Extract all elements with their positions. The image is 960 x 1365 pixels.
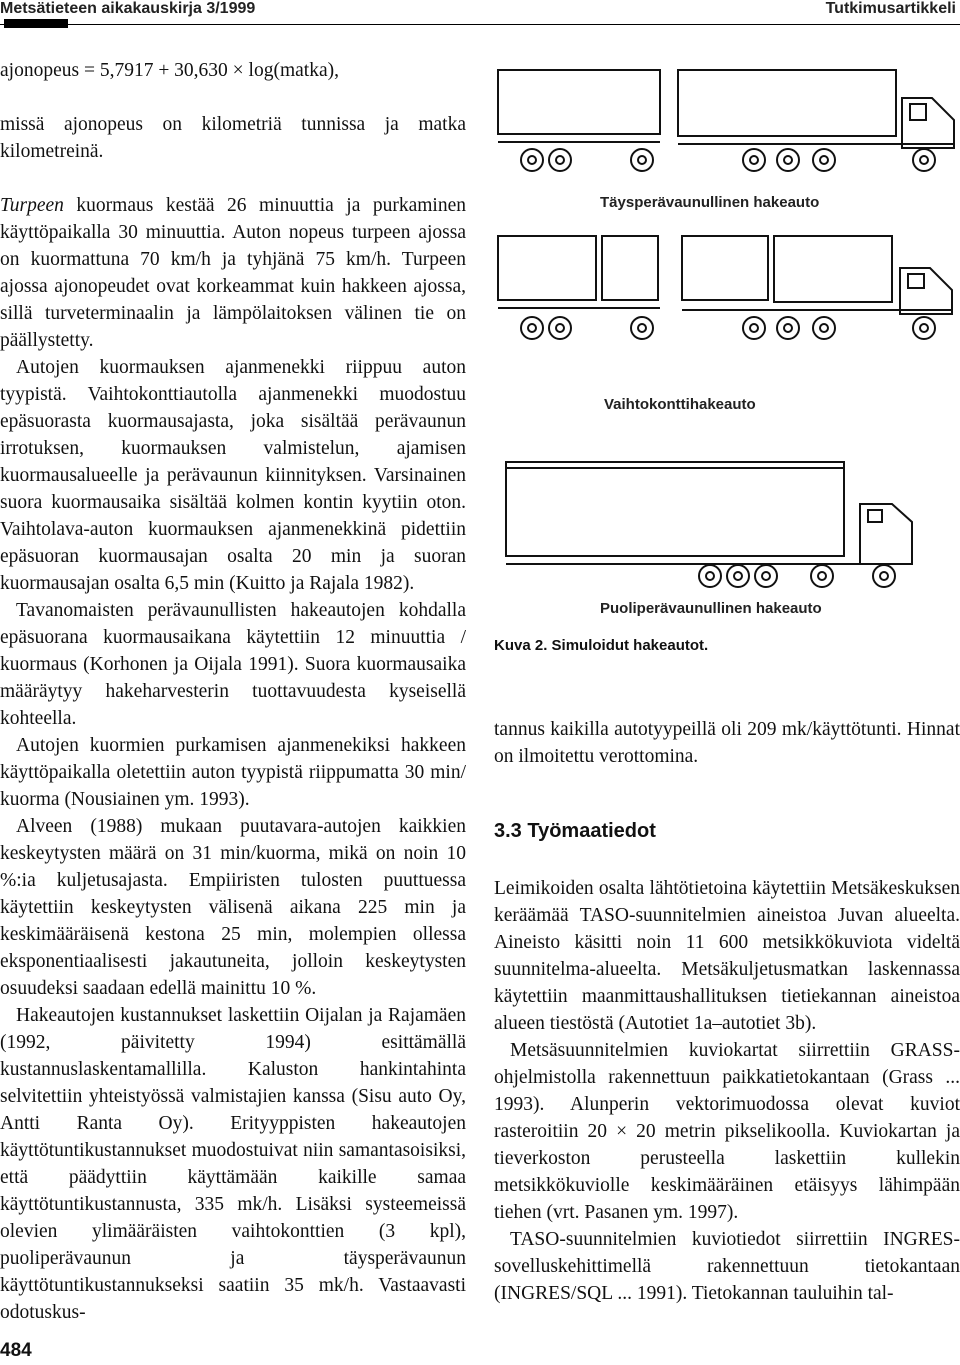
database-paragraph: TASO-suunnitelmien kuviotiedot siirrettiin INGRES-sovelluskehittimellä rakennettuun tietokantaan (INGRES/SQL ... 1991). Tietokannan tauluihin tal- [494,1229,960,1304]
left-column [0,57,466,1326]
article-type: Tutkimusartikkeli [825,0,956,17]
loading-paragraph: Autojen kuormauksen ajanmenekki riippuu auton tyypistä. Vaihtokonttiautolla ajanmenekki muodostuu epäsuorasta kuormausajasta, joka sisältää perävaunun irrotuksen, kuormauksen valmistelun, ajamisen kuormausalueelle ja perävaunun kiinnityksen. Varsinainen suora kuormausaika sisältää kolmen kontin kyytiin oton. Vaihtolava-auton kuormauksen ajanmenekkinä pidettiin epäsuoran kuormausajan osalta 20 min ja suoran kuormausajan osalta 6,5 min (Kuitto ja Rajala 1982). [0,357,466,594]
peat-paragraph-text: kuormaus kestää 26 minuuttia ja purkaminen käyttöpaikalla 30 minuuttia. Auton nopeus turpeen ajossa on kuormattuna 70 km/h ja tyhjänä 75 km/h. Turpeen ajossa ajonopeudet ovat korkeammat kuin hakkeen ajossa, sillä turveterminaalin ja lämpölaitoksen välinen tie on päällystetty. [0,195,466,351]
truck-drawings [492,64,960,634]
site-data-paragraph: Leimikoiden osalta lähtötietoina käytettiin Metsäkeskuksen keräämää TASO-suunnitelmien aineistoa Juvan alueelta. Aineisto käsitti noin 11 600 metsikkökuviota videltä suunnitelma-alueelta. Metsäkuljetusmatkan laskennassa käytettiin maanmittaushallituksen tietiekannan aineistoa alueen tiestöstä (Autotiet 1a–autotiet 3b). [494,878,960,1034]
formula-note: missä ajonopeus on kilometriä tunnissa ja matka kilometreinä. [0,114,466,162]
semi-trailer-label: Puoliperävaunullinen hakeauto [600,600,822,617]
journal-title: Metsätieteen aikakauskirja 3/1999 [0,0,256,17]
header-rule [0,24,960,25]
speed-formula: ajonopeus = 5,7917 + 30,630 × log(matka), [0,60,339,81]
peat-paragraph [0,192,466,354]
unloading-paragraph: Autojen kuormien purkamisen ajanmenekiksi hakkeen käyttöpaikalla oletettiin auton tyypistä riippumatta 30 min/ kuorma (Nousiainen ym. 1993). [0,735,466,810]
interruptions-paragraph: Alveen (1988) mukaan puutavara-autojen kaikkien keskeytysten määrä on 31 min/kuorma, mikä on noin 10 %:ia kuljetusajasta. Empiiristen tulosten puuttuessa käytettiin keskeytysten välisenä aikana 225 min ja keskimääräisenä kestona 25 min, molempien ollessa eksponentiaalisesti jakautuneita, jolloin keskeytysten osuudeksi saadaan edellä mainittu 10 %. [0,816,466,999]
cost-continuation: tannus kaikilla autotyypeillä oli 209 mk/käyttötunti. Hinnat on ilmoitettu verottomina. [494,719,960,767]
costs-paragraph: Hakeautojen kustannukset laskettiin Oijalan ja Rajamäen (1992, päivitetty 1994) esittämällä kustannuslaskentamallilla. Kaluston hankintahinta selvitettiin yhteistyössä valmistajien kanssa (Sisu auto Oy, Antti Ranta Oy). Erityyppisten hakeautojen käyttötuntikustannukset muodostuivat niin samantasoisiksi, että päädyttiin käyttämään kaikille samaa käyttötuntikustannusta, 335 mk/h. Lisäksi systeemeissä olevien ylimääräisten vaihtokonttien (3 kpl), puoliperävaunun ja täysperävaunun käyttötuntikustannukseksi saatiin 35 mk/h. Vastaavasti odotuskus- [0,1005,466,1323]
container-truck-drawing [498,236,952,339]
maps-paragraph: Metsäsuunnitelmien kuviokartat siirrettiin GRASS-ohjelmistolla rakennettuun paikkatietokantaan (Grass ... 1993). Alunperin vektorimuodossa olevat kuviot rasteroitiin 20 × 20 metrin pikselikoolla. Kuviokartan ja tieverkoston perusteella laskettiin kullekin metsikkökuviolle keskimääräinen etäisyys lähimpään tiehen (vrt. Pasanen ym. 1997). [494,1040,960,1223]
full-trailer-truck-drawing [498,70,954,171]
container-truck-label: Vaihtokonttihakeauto [604,396,756,413]
peat-italic: Turpeen [0,195,64,216]
semi-trailer-truck-drawing [506,462,912,587]
section-heading: 3.3 Työmaatiedot [494,820,656,842]
figure-caption: Kuva 2. Simuloidut hakeautot. [494,637,709,654]
full-trailer-label: Täysperävaunullinen hakeauto [600,194,820,211]
right-column [494,716,960,1307]
truck-figure [492,64,960,654]
trailer-paragraph: Tavanomaisten perävaunullisten hakeautojen kohdalla epäsuorana kuormausaikana käytettiin 12 minuuttia / kuormaus (Korhonen ja Oijala 1991). Suora kuormausaika määräytyy hakeharvesterin tuottavuudesta kyseisellä kohteella. [0,600,466,729]
page-number: 484 [0,1340,32,1361]
header-bar [4,19,68,28]
